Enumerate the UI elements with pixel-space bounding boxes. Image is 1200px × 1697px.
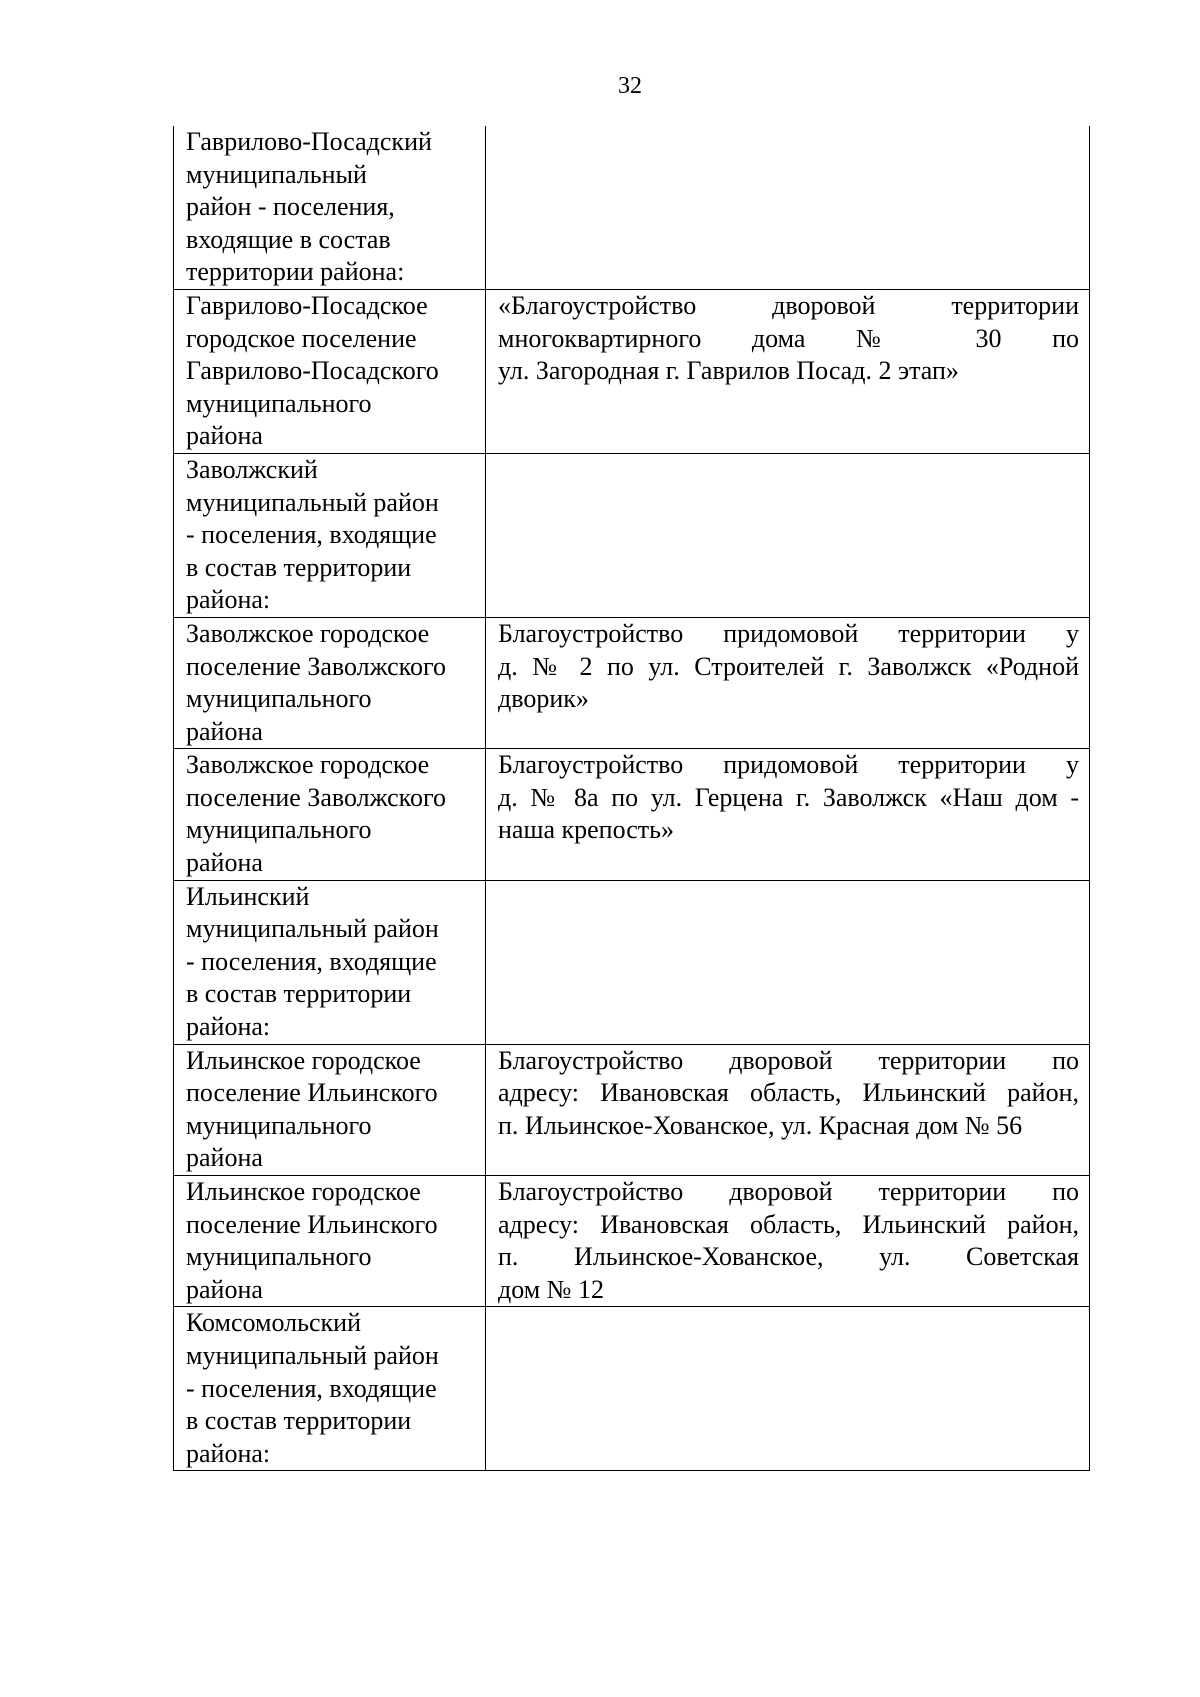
municipality-line: района: bbox=[186, 1438, 271, 1468]
municipality-cell bbox=[174, 617, 486, 748]
municipality-line: района bbox=[186, 716, 263, 746]
municipality-line: в состав территории bbox=[186, 552, 412, 582]
municipality-line: Ильинское городское bbox=[186, 1045, 421, 1075]
municipality-line: входящие в состав bbox=[186, 224, 391, 254]
municipality-line: Ильинский bbox=[186, 881, 310, 911]
municipality-cell bbox=[174, 880, 486, 1044]
table-row bbox=[174, 749, 1090, 880]
project-line: ул. Загородная г. Гаврилов Посад. 2 этап» bbox=[498, 356, 959, 386]
page-number: 32 bbox=[618, 73, 642, 99]
project-cell bbox=[486, 1307, 1090, 1471]
project-line: Благоустройство придомовой территории у bbox=[498, 618, 1079, 648]
project-cell bbox=[486, 749, 1090, 880]
settlements-table bbox=[173, 126, 1090, 1471]
project-line: наша крепость» bbox=[498, 815, 675, 845]
municipality-cell bbox=[174, 289, 486, 453]
municipality-line: Гаврилово-Посадского bbox=[186, 356, 439, 386]
municipality-line: муниципального bbox=[186, 1242, 372, 1272]
project-cell bbox=[486, 880, 1090, 1044]
municipality-line: поселение Заволжского bbox=[186, 782, 446, 812]
municipality-line: район - поселения, bbox=[186, 192, 395, 222]
project-cell bbox=[486, 617, 1090, 748]
municipality-line: территории района: bbox=[186, 257, 405, 287]
municipality-cell bbox=[174, 749, 486, 880]
municipality-line: муниципального bbox=[186, 815, 372, 845]
table-row bbox=[174, 880, 1090, 1044]
table-row bbox=[174, 126, 1090, 289]
municipality-line: поселение Ильинского bbox=[186, 1209, 438, 1239]
municipality-line: - поселения, входящие bbox=[186, 520, 437, 550]
municipality-line: Заволжское городское bbox=[186, 750, 430, 780]
municipality-cell bbox=[174, 1307, 486, 1471]
municipality-line: Комсомольский bbox=[186, 1308, 361, 1338]
municipality-line: муниципальный район bbox=[186, 914, 439, 944]
municipality-line: муниципальный bbox=[186, 159, 367, 189]
table-row bbox=[174, 1307, 1090, 1471]
municipality-line: района: bbox=[186, 585, 271, 615]
municipality-line: Гаврилово-Посадский bbox=[186, 127, 432, 156]
municipality-cell bbox=[174, 1176, 486, 1307]
municipality-cell bbox=[174, 1044, 486, 1175]
municipality-line: Заволжский bbox=[186, 454, 318, 484]
table-row bbox=[174, 289, 1090, 453]
project-line: адресу: Ивановская область, Ильинский район, bbox=[498, 1078, 1079, 1108]
municipality-line: муниципального bbox=[186, 388, 372, 418]
municipality-line: - поселения, входящие bbox=[186, 946, 437, 976]
municipality-line: района bbox=[186, 1274, 263, 1304]
project-line: дворик» bbox=[498, 684, 589, 714]
municipality-line: Ильинское городское bbox=[186, 1177, 421, 1206]
project-cell bbox=[486, 1044, 1090, 1175]
project-line: многоквартирного дома № 30 по bbox=[498, 323, 1079, 353]
project-line: п. Ильинское-Хованское, ул. Советская bbox=[498, 1242, 1079, 1272]
project-line: д. № 8а по ул. Герцена г. Заволжск «Наш дом - bbox=[498, 782, 1079, 812]
project-cell bbox=[486, 1176, 1090, 1307]
municipality-line: в состав территории bbox=[186, 1406, 412, 1436]
municipality-line: муниципальный район bbox=[186, 1340, 439, 1370]
municipality-line: в состав территории bbox=[186, 979, 412, 1009]
municipality-line: района bbox=[186, 1143, 263, 1173]
municipality-line: городское поселение bbox=[186, 323, 417, 353]
project-line: Благоустройство дворовой территории по bbox=[498, 1177, 1079, 1206]
municipality-line: поселение Заволжского bbox=[186, 651, 446, 681]
project-line: Благоустройство дворовой территории по bbox=[498, 1045, 1079, 1075]
table-row bbox=[174, 1044, 1090, 1175]
table-row bbox=[174, 1176, 1090, 1307]
project-cell bbox=[486, 126, 1090, 289]
municipality-line: Заволжское городское bbox=[186, 618, 430, 648]
project-line: дом № 12 bbox=[498, 1274, 604, 1304]
municipality-line: района bbox=[186, 421, 263, 451]
table-row bbox=[174, 453, 1090, 617]
municipality-line: - поселения, входящие bbox=[186, 1373, 437, 1403]
project-line: п. Ильинское-Хованское, ул. Красная дом № 56 bbox=[498, 1110, 1023, 1140]
municipality-cell bbox=[174, 453, 486, 617]
project-cell bbox=[486, 453, 1090, 617]
municipality-line: района: bbox=[186, 1012, 271, 1042]
project-line: Благоустройство придомовой территории у bbox=[498, 750, 1079, 780]
project-cell bbox=[486, 289, 1090, 453]
municipality-line: муниципального bbox=[186, 1110, 372, 1140]
municipality-line: Гаврилово-Посадское bbox=[186, 290, 428, 320]
municipality-line: муниципальный район bbox=[186, 487, 439, 517]
municipality-line: муниципального bbox=[186, 684, 372, 714]
municipality-line: района bbox=[186, 848, 263, 878]
project-line: д. № 2 по ул. Строителей г. Заволжск «Родной bbox=[498, 651, 1079, 681]
municipality-cell bbox=[174, 126, 486, 289]
municipality-line: поселение Ильинского bbox=[186, 1078, 438, 1108]
project-line: «Благоустройство дворовой территории bbox=[498, 290, 1079, 320]
project-line: адресу: Ивановская область, Ильинский район, bbox=[498, 1209, 1079, 1239]
table-body bbox=[174, 126, 1090, 1471]
table-row bbox=[174, 617, 1090, 748]
